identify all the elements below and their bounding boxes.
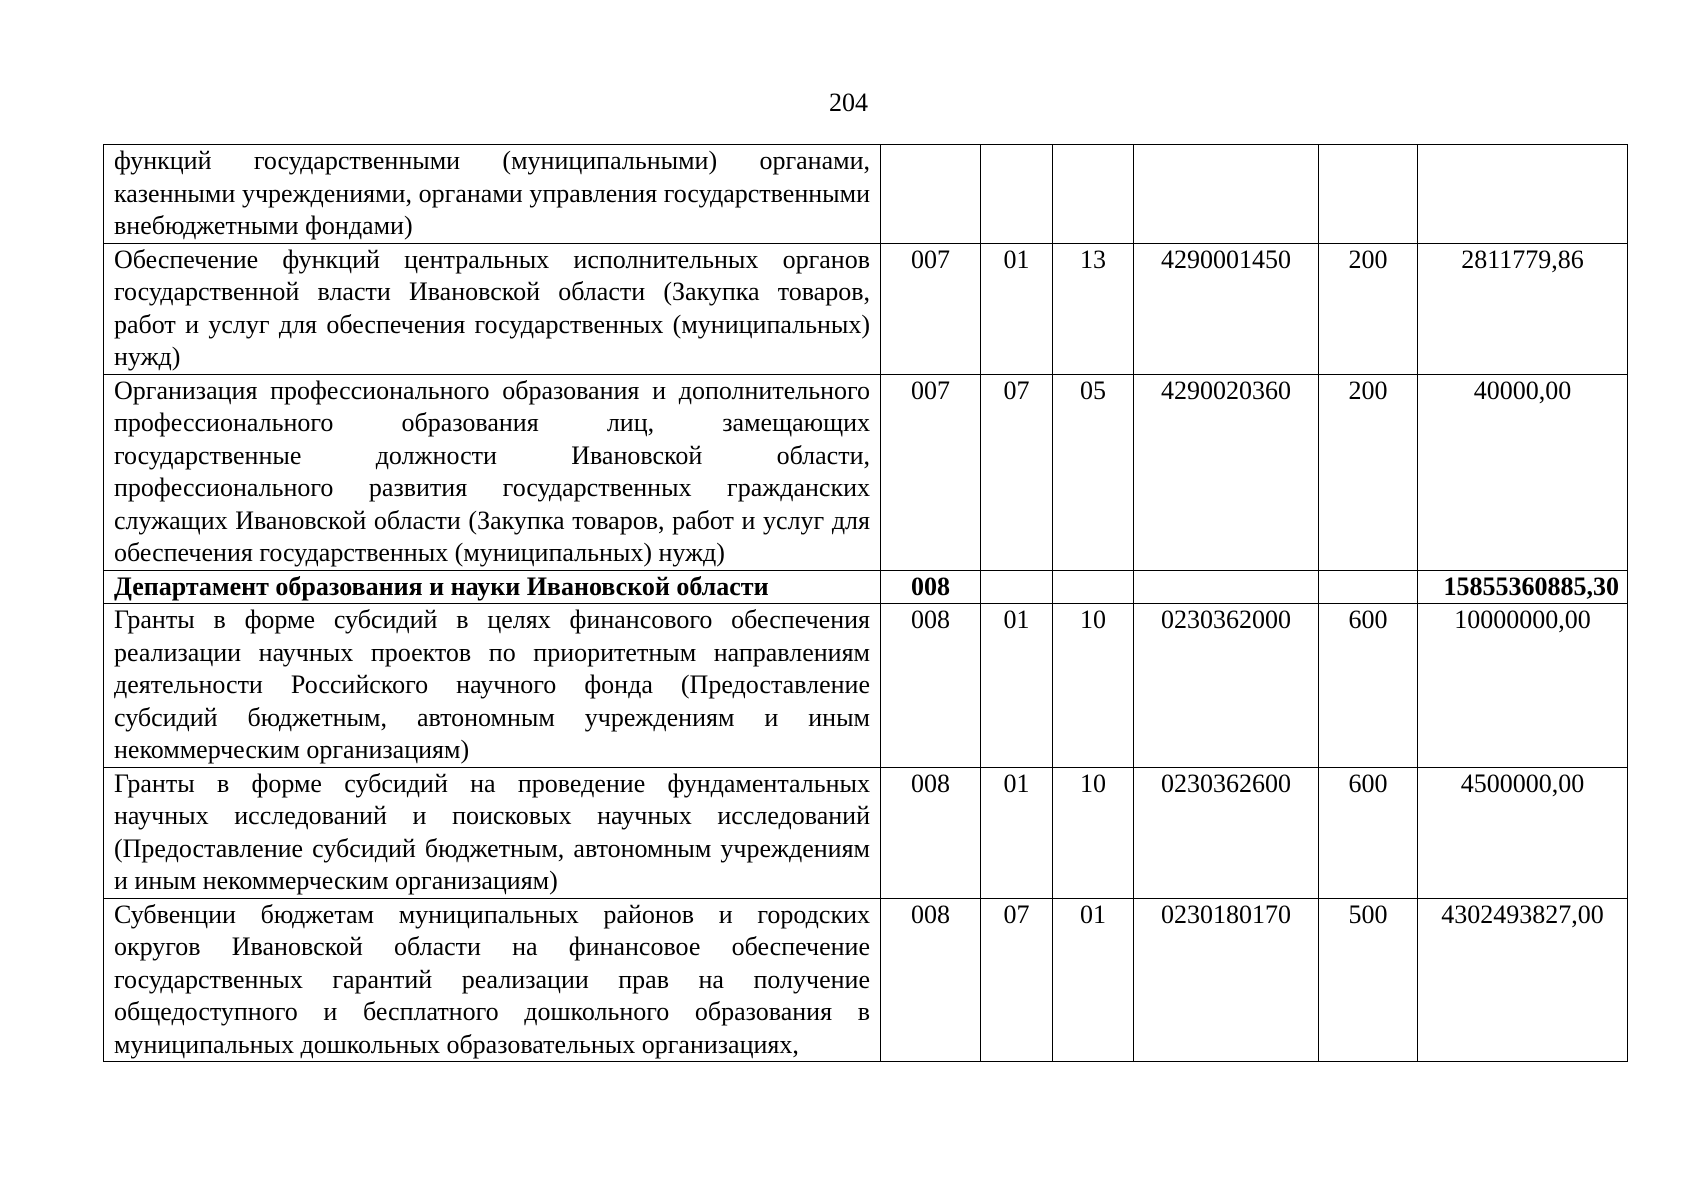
amount-cell: 2811779,86 (1418, 243, 1628, 374)
table-row (104, 767, 1628, 898)
target-article-cell: 4290001450 (1134, 243, 1319, 374)
expense-type-cell (1319, 570, 1418, 604)
budget-table (103, 144, 1628, 1062)
subsection-code-cell (1053, 145, 1134, 244)
expenditure-name-cell: Гранты в форме субсидий на проведение фундаментальных научных исследований и поисковых научных исследований (Предоставление субсидий бюджетным, автономным учреждениям и иным некоммерческим организациям) (104, 767, 881, 898)
section-code-cell (981, 570, 1053, 604)
target-article-cell: 0230180170 (1134, 898, 1319, 1062)
table-row (104, 243, 1628, 374)
subsection-code-cell: 01 (1053, 898, 1134, 1062)
section-code-cell: 07 (981, 898, 1053, 1062)
expense-type-cell: 200 (1319, 374, 1418, 570)
amount-cell: 4500000,00 (1418, 767, 1628, 898)
ministry-code-cell: 007 (881, 374, 981, 570)
target-article-cell: 0230362000 (1134, 604, 1319, 768)
ministry-code-cell: 008 (881, 604, 981, 768)
section-code-cell: 01 (981, 243, 1053, 374)
table-row (104, 604, 1628, 768)
ministry-code-cell (881, 145, 981, 244)
expenditure-name-cell: Обеспечение функций центральных исполнительных органов государственной власти Ивановской области (Закупка товаров, работ и услуг для обеспечения государственных (муниципальных) нужд) (104, 243, 881, 374)
section-code-cell: 01 (981, 604, 1053, 768)
amount-cell (1418, 145, 1628, 244)
subsection-code-cell: 13 (1053, 243, 1134, 374)
expenditure-name-cell: Субвенции бюджетам муниципальных районов и городских округов Ивановской области на финансовое обеспечение государственных гарантий реализации прав на получение общедоступного и бесплатного дошкольного образования в муниципальных дошкольных образовательных организациях, (104, 898, 881, 1062)
expenditure-name-cell: функций государственными (муниципальными) органами, казенными учреждениями, органами управления государственными внебюджетными фондами) (104, 145, 881, 244)
page-number: 204 (829, 88, 868, 117)
expenditure-name-cell: Организация профессионального образования и дополнительного профессионального образования лиц, замещающих государственные должности Ивановской области, профессионального развития государственных гражданских служащих Ивановской области (Закупка товаров, работ и услуг для обеспечения государственных (муниципальных) нужд) (104, 374, 881, 570)
expense-type-cell (1319, 145, 1418, 244)
ministry-code-cell: 008 (881, 570, 981, 604)
ministry-code-cell: 008 (881, 767, 981, 898)
table-row-department (104, 570, 1628, 604)
section-code-cell (981, 145, 1053, 244)
subsection-code-cell: 10 (1053, 604, 1134, 768)
target-article-cell (1134, 570, 1319, 604)
table-row (104, 374, 1628, 570)
expenditure-name-cell: Гранты в форме субсидий в целях финансового обеспечения реализации научных проектов по приоритетным направлениям деятельности Российского научного фонда (Предоставление субсидий бюджетным, автономным учреждениям и иным некоммерческим организациям) (104, 604, 881, 768)
amount-cell: 10000000,00 (1418, 604, 1628, 768)
amount-cell: 4302493827,00 (1418, 898, 1628, 1062)
section-code-cell: 01 (981, 767, 1053, 898)
table-row (104, 898, 1628, 1062)
expense-type-cell: 500 (1319, 898, 1418, 1062)
expense-type-cell: 600 (1319, 604, 1418, 768)
budget-table-body (104, 145, 1628, 1062)
subsection-code-cell (1053, 570, 1134, 604)
subsection-code-cell: 10 (1053, 767, 1134, 898)
expenditure-name-cell: Департамент образования и науки Ивановской области (104, 570, 881, 604)
table-row (104, 145, 1628, 244)
amount-cell: 40000,00 (1418, 374, 1628, 570)
expense-type-cell: 600 (1319, 767, 1418, 898)
target-article-cell (1134, 145, 1319, 244)
target-article-cell: 4290020360 (1134, 374, 1319, 570)
ministry-code-cell: 008 (881, 898, 981, 1062)
subsection-code-cell: 05 (1053, 374, 1134, 570)
section-code-cell: 07 (981, 374, 1053, 570)
amount-cell: 15855360885,30 (1418, 570, 1628, 604)
ministry-code-cell: 007 (881, 243, 981, 374)
target-article-cell: 0230362600 (1134, 767, 1319, 898)
expense-type-cell: 200 (1319, 243, 1418, 374)
